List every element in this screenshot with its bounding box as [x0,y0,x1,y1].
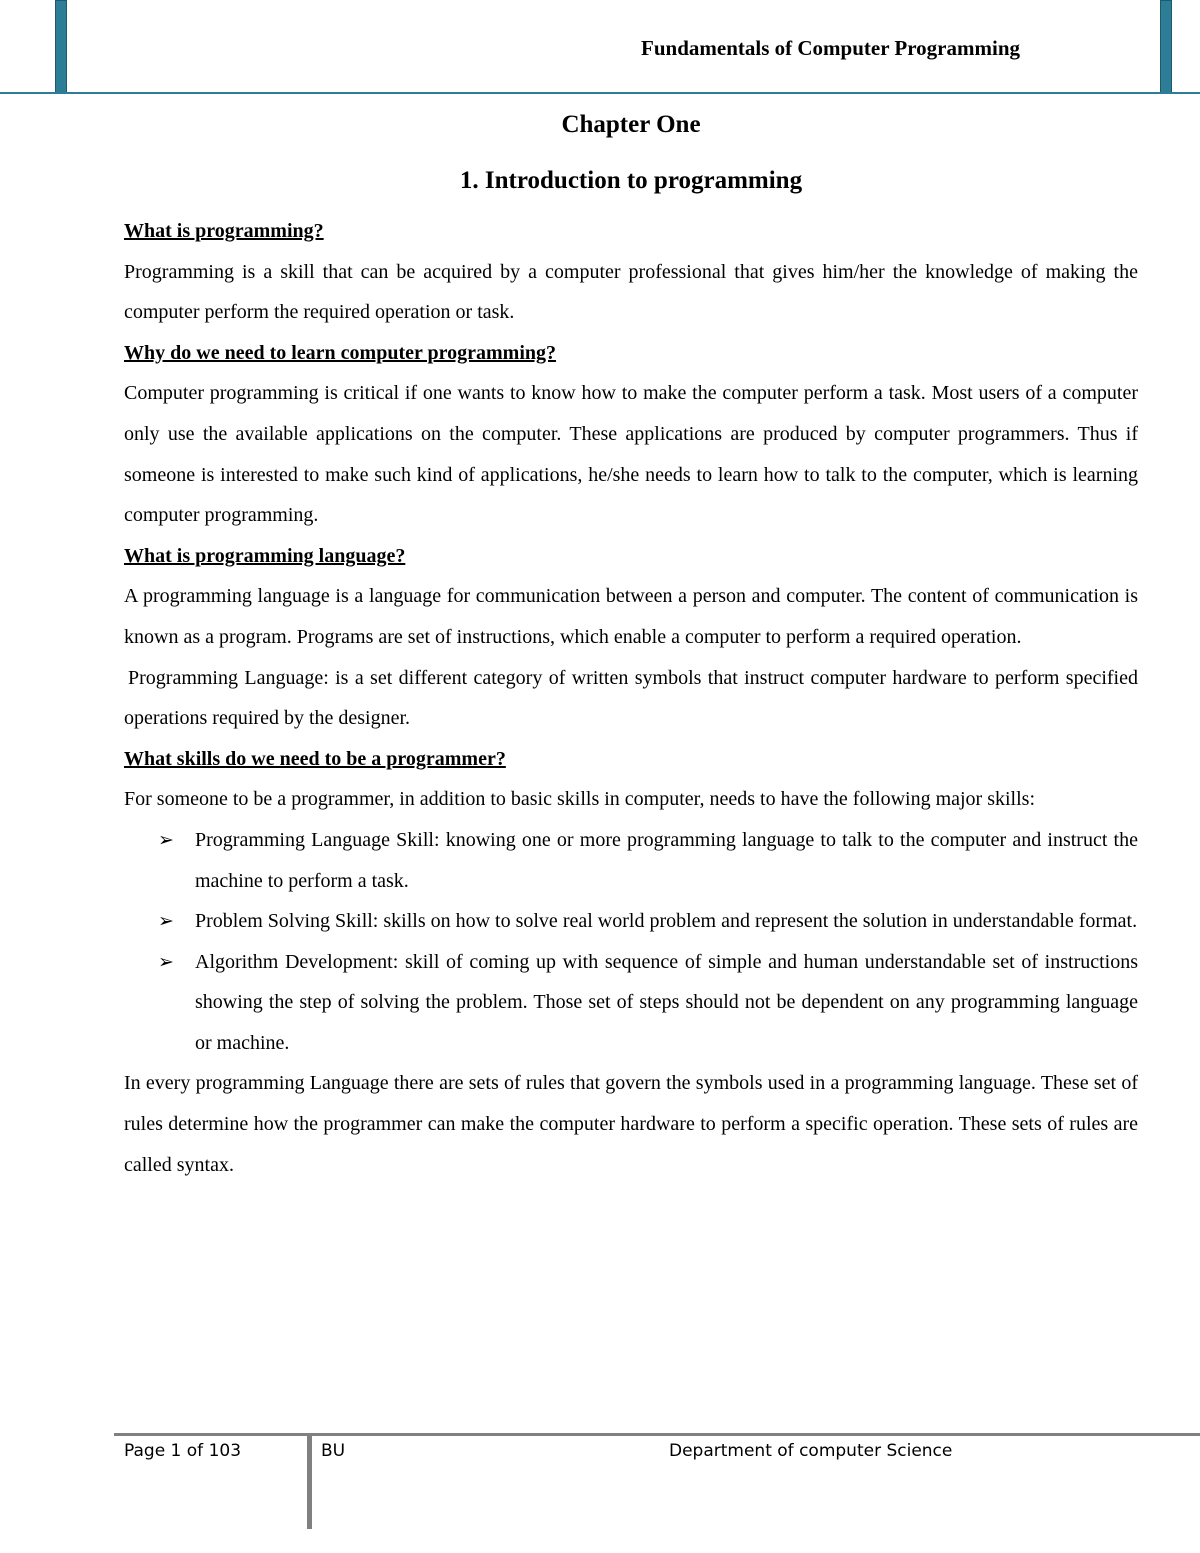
paragraph-why-learn: Computer programming is critical if one wants to know how to make the computer perform a task. Most users of a computer only use the available applications on the computer. These applications are produced by computer programmers. Thus if someone is interested to make such kind of applications, he/she needs to learn how to talk to the computer, which is learning computer programming. [124,382,1138,527]
question-heading-skills: What skills do we need to be a programmer? [124,747,506,770]
arrow-bullet-icon: ➢ [158,828,174,851]
list-item-text: Problem Solving Skill: skills on how to solve real world problem and represent the solution in understandable format. [195,910,1138,933]
footer-organization: BU [321,1441,346,1461]
paragraph-programming-definition: Programming is a skill that can be acquired by a computer professional that gives him/her the knowledge of making the computer perform the required operation or task. [124,260,1138,324]
question-heading-why-learn: Why do we need to learn computer programming? [124,341,557,364]
header-left-bar [55,0,67,93]
skills-list [124,820,1138,1064]
list-item-text: Programming Language Skill: knowing one or more programming language to talk to the computer and instruct the machine to perform a task. [195,828,1138,892]
list-item [158,820,1138,901]
header-rule [0,92,1200,94]
list-item [158,942,1138,1064]
arrow-bullet-icon: ➢ [158,910,174,933]
footer-rule [114,1433,1200,1436]
section-title: 1. Introduction to programming [459,167,803,194]
list-item-text: Algorithm Development: skill of coming up with sequence of simple and human understandable set of instructions showing the step of solving the problem. Those set of steps should not be dependent on any programming language or machine. [195,950,1138,1054]
paragraph-language-symbols: Programming Language: is a set different category of written symbols that instruct computer hardware to perform specified operations required by the designer. [124,666,1138,730]
page-content [124,105,1138,1185]
arrow-bullet-icon: ➢ [158,950,174,973]
paragraph-syntax: In every programming Language there are sets of rules that govern the symbols used in a programming language. These set of rules determine how the programmer can make the computer hardware to perform a specific operation. These sets of rules are called syntax. [124,1072,1138,1176]
question-heading-language: What is programming language? [124,544,406,567]
paragraph-skills-intro: For someone to be a programmer, in addition to basic skills in computer, needs to have the following major skills: [124,788,1036,811]
paragraph-language-definition: A programming language is a language for communication between a person and computer. The content of communication is known as a program. Programs are set of instructions, which enable a computer to perform a required operation. [124,585,1138,648]
footer-page-number: Page 1 of 103 [124,1441,242,1461]
footer-department: Department of computer Science [669,1441,953,1461]
question-heading-programming: What is programming? [124,220,324,242]
header-title: Fundamentals of Computer Programming [641,36,1020,60]
chapter-title: Chapter One [561,111,701,138]
header-right-bar [1160,0,1172,93]
list-item [158,901,1138,942]
footer-divider [307,1434,312,1529]
